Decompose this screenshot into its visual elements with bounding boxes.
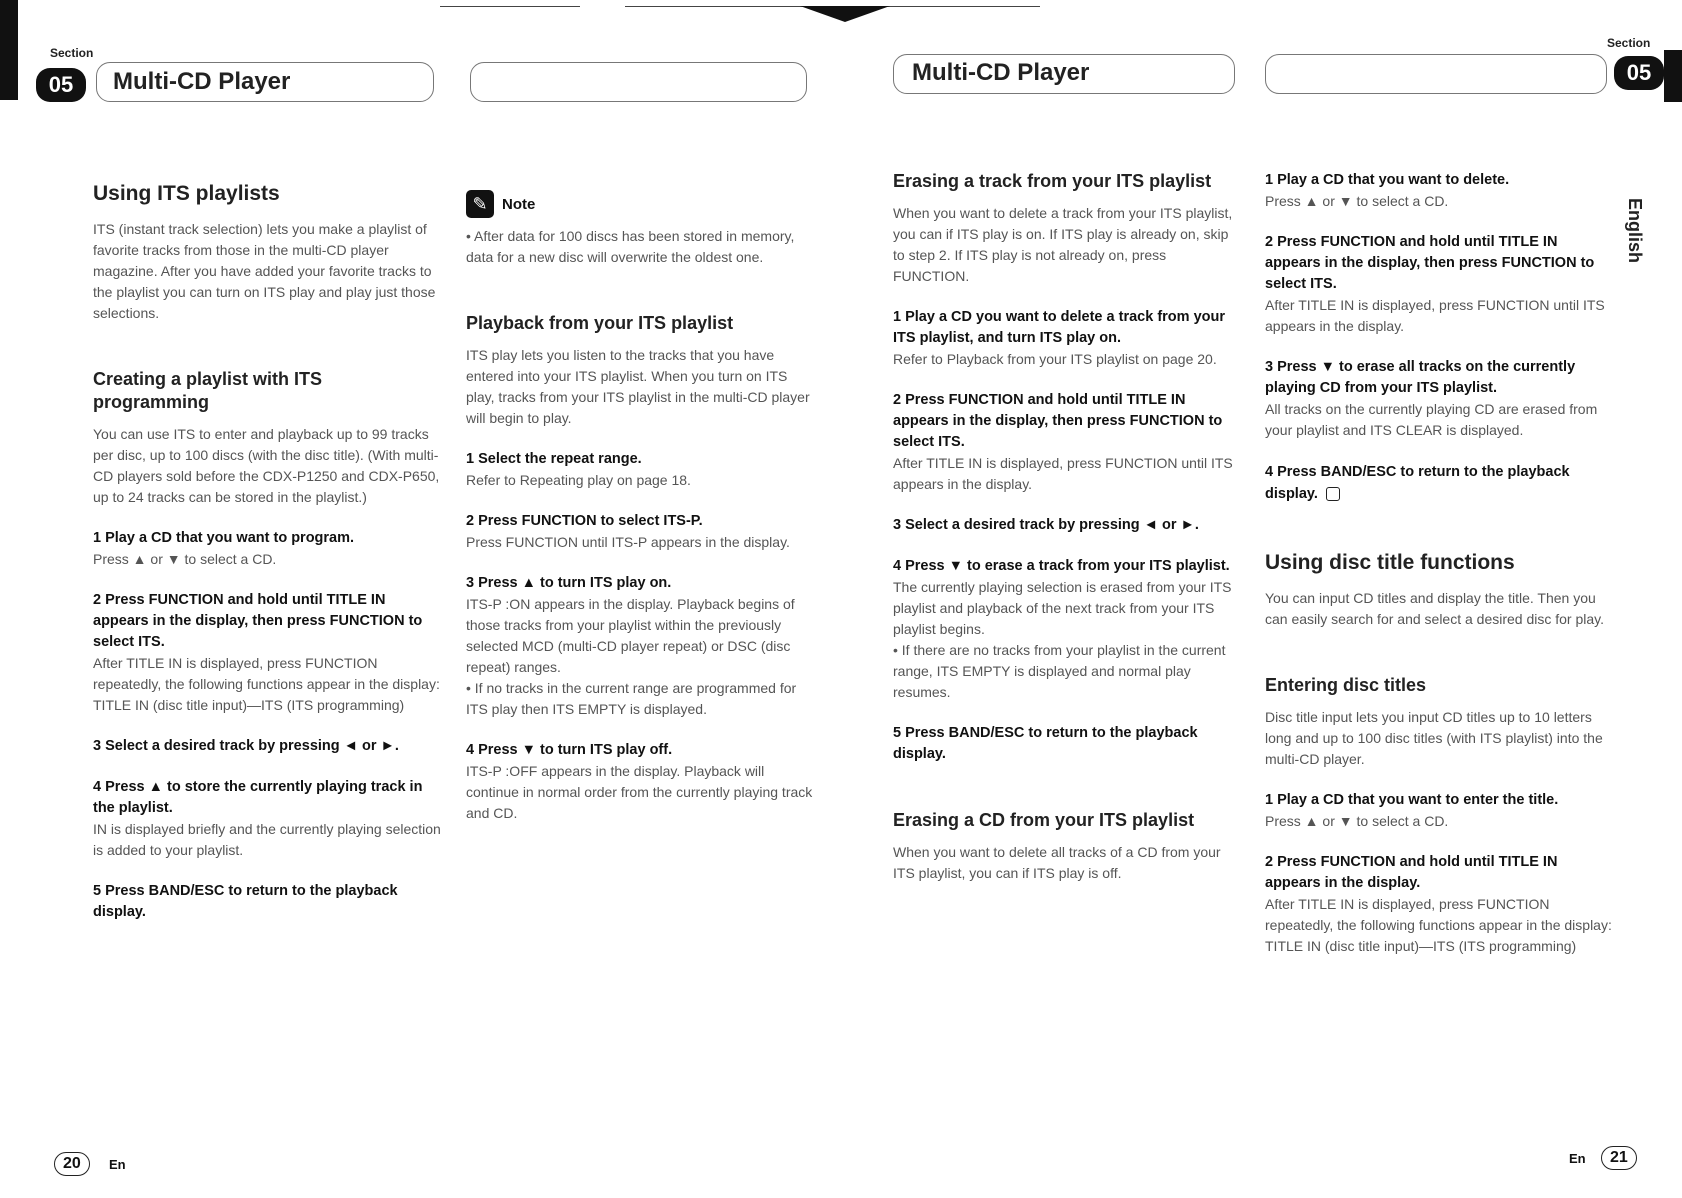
step-2-title: 2 Press FUNCTION to select ITS-P. bbox=[466, 513, 703, 529]
step-4 bbox=[1265, 461, 1615, 505]
step-3 bbox=[1265, 357, 1615, 441]
step-1-body: Refer to Repeating play on page 18. bbox=[466, 472, 691, 488]
step-3-title: 3 Select a desired track by pressing ◄ or ►. bbox=[893, 517, 1199, 533]
step-1-body: Press ▲ or ▼ to select a CD. bbox=[1265, 193, 1449, 209]
heading-erasing-cd: Erasing a CD from your ITS playlist bbox=[893, 810, 1195, 830]
step-1 bbox=[1265, 170, 1615, 212]
step-1 bbox=[466, 449, 816, 491]
page-number-right: 21 bbox=[1601, 1146, 1637, 1170]
step-4 bbox=[466, 740, 816, 824]
entry-step-1-body: Press ▲ or ▼ to select a CD. bbox=[1265, 813, 1449, 829]
heading-erasing-track: Erasing a track from your ITS playlist bbox=[893, 171, 1212, 191]
step-5 bbox=[93, 881, 443, 923]
language-code-left: En bbox=[109, 1157, 126, 1172]
column-2 bbox=[466, 190, 816, 844]
step-3-title: 3 Press ▲ to turn ITS play on. bbox=[466, 575, 672, 591]
step-5 bbox=[893, 723, 1243, 765]
step-2-title: 2 Press FUNCTION and hold until TITLE IN appears in the display, then press FUNCTION to select ITS. bbox=[1265, 234, 1595, 292]
header-box-left-empty bbox=[470, 62, 807, 102]
para-erasing-track: When you want to delete a track from your ITS playlist, you can if ITS play is on. If ITS play is already on, skip to step 2. If ITS play is not already on, press FUNCTION. bbox=[893, 205, 1233, 284]
column-4 bbox=[1265, 170, 1615, 977]
step-2-body: After TITLE IN is displayed, press FUNCTION until ITS appears in the display. bbox=[893, 455, 1233, 492]
para-using-its: ITS (instant track selection) lets you make a playlist of favorite tracks from those in the multi-CD player magazine. After you have added your favorite tracks to the playlist you can turn on ITS play and play just those selections. bbox=[93, 221, 436, 321]
step-2-title: 2 Press FUNCTION and hold until TITLE IN appears in the display, then press FUNCTION to select ITS. bbox=[893, 392, 1223, 450]
header-title-right: Multi-CD Player bbox=[912, 59, 1090, 86]
step-3 bbox=[466, 573, 816, 720]
note-header bbox=[466, 190, 816, 218]
language-code-right: En bbox=[1569, 1151, 1586, 1166]
step-2-body: After TITLE IN is displayed, press FUNCTION until ITS appears in the display. bbox=[1265, 297, 1605, 334]
step-1-body: Press ▲ or ▼ to select a CD. bbox=[93, 551, 277, 567]
step-4-body: ITS-P :OFF appears in the display. Playback will continue in normal order from the currently playing track and CD. bbox=[466, 763, 813, 821]
step-3-body: ITS-P :ON appears in the display. Playback begins of those tracks from your playlist within the previously selected MCD (multi-CD player repeat) or DSC (disc repeat) ranges. bbox=[466, 596, 795, 675]
header-title-left: Multi-CD Player bbox=[113, 68, 291, 95]
note-pencil-icon: ✎ bbox=[466, 190, 494, 218]
entry-step-2-body-2: TITLE IN (disc title input)—ITS (ITS programming) bbox=[1265, 938, 1577, 954]
para-erasing-cd: When you want to delete all tracks of a CD from your ITS playlist, you can if ITS play is off. bbox=[893, 844, 1221, 881]
step-5-title: 5 Press BAND/ESC to return to the playback display. bbox=[893, 725, 1198, 762]
step-2 bbox=[93, 590, 443, 716]
note-label: Note bbox=[502, 195, 536, 213]
top-rule-left bbox=[440, 6, 580, 7]
section-label-right: Section bbox=[1607, 36, 1651, 50]
step-4-title: 4 Press ▼ to turn ITS play off. bbox=[466, 742, 673, 758]
step-1-title: 1 Play a CD that you want to delete. bbox=[1265, 172, 1510, 188]
heading-playback-its: Playback from your ITS playlist bbox=[466, 313, 734, 333]
para-playback-its: ITS play lets you listen to the tracks that you have entered into your ITS playlist. When you turn on ITS play, tracks from your ITS playlist in the multi-CD player will begin to play. bbox=[466, 347, 810, 426]
step-5-title: 5 Press BAND/ESC to return to the playback display. bbox=[93, 883, 398, 920]
entry-step-2-title: 2 Press FUNCTION and hold until TITLE IN appears in the display. bbox=[1265, 854, 1558, 891]
section-number-right: 05 bbox=[1614, 56, 1664, 90]
step-2 bbox=[1265, 232, 1615, 337]
header-box-right-empty bbox=[1265, 54, 1607, 94]
step-4-body: The currently playing selection is erased from your ITS playlist and playback of the next track from your ITS playlist begins. bbox=[893, 579, 1232, 637]
step-3-title: 3 Select a desired track by pressing ◄ or ►. bbox=[93, 738, 399, 754]
step-4-title: 4 Press ▲ to store the currently playing track in the playlist. bbox=[93, 779, 423, 816]
step-4 bbox=[893, 556, 1243, 703]
step-3 bbox=[93, 736, 443, 757]
section-label-left: Section bbox=[50, 46, 94, 60]
step-2 bbox=[893, 390, 1243, 495]
step-2-body: Press FUNCTION until ITS-P appears in the display. bbox=[466, 534, 790, 550]
step-2 bbox=[466, 511, 816, 553]
para-creating-playlist: You can use ITS to enter and playback up to 99 tracks per disc, up to 100 discs (with the disc title). (With multi-CD players sold before the CDX-P1250 and CDX-P650, up to 24 tracks can be stored in the playlist.) bbox=[93, 426, 440, 505]
step-3-bullet: • If no tracks in the current range are programmed for ITS play then ITS EMPTY is displayed. bbox=[466, 680, 797, 717]
step-3-title: 3 Press ▼ to erase all tracks on the currently playing CD from your ITS playlist. bbox=[1265, 359, 1576, 396]
heading-using-its: Using ITS playlists bbox=[93, 182, 280, 205]
step-2-title: 2 Press FUNCTION and hold until TITLE IN appears in the display, then press FUNCTION to select ITS. bbox=[93, 592, 423, 650]
column-3 bbox=[893, 170, 1243, 904]
step-1-title: 1 Play a CD that you want to program. bbox=[93, 530, 355, 546]
step-4-title: 4 Press BAND/ESC to return to the playback display. bbox=[1265, 464, 1570, 502]
step-3 bbox=[893, 515, 1243, 536]
page-number-left: 20 bbox=[54, 1152, 90, 1176]
step-2-body: After TITLE IN is displayed, press FUNCTION repeatedly, the following functions appear in the display: bbox=[93, 655, 440, 692]
language-tab: English bbox=[1625, 198, 1645, 264]
heading-entering-disc-titles: Entering disc titles bbox=[1265, 675, 1427, 695]
entry-step-2 bbox=[1265, 852, 1615, 957]
para-entering-disc-titles: Disc title input lets you input CD titles up to 10 letters long and up to 100 disc titles (with ITS playlist) into the multi-CD player. bbox=[1265, 709, 1603, 767]
entry-step-2-body: After TITLE IN is displayed, press FUNCTION repeatedly, the following functions appear in the display: bbox=[1265, 896, 1612, 933]
right-edge-bar bbox=[1664, 50, 1682, 102]
step-4-title: 4 Press ▼ to erase a track from your ITS playlist. bbox=[893, 558, 1230, 574]
heading-disc-title-functions: Using disc title functions bbox=[1265, 551, 1515, 574]
step-4-bullet: • If there are no tracks from your playlist in the current range, ITS EMPTY is displayed and normal play resumes. bbox=[893, 642, 1226, 700]
top-arrow-mark bbox=[800, 6, 890, 22]
step-2-body-2: TITLE IN (disc title input)—ITS (ITS programming) bbox=[93, 697, 405, 713]
note-text: • After data for 100 discs has been stored in memory, data for a new disc will overwrite the oldest one. bbox=[466, 228, 795, 265]
end-mark-icon bbox=[1326, 487, 1340, 501]
left-edge-bar bbox=[0, 0, 18, 100]
step-1-title: 1 Play a CD you want to delete a track from your ITS playlist, and turn ITS play on. bbox=[893, 309, 1225, 346]
step-1-body: Refer to Playback from your ITS playlist on page 20. bbox=[893, 351, 1217, 367]
step-3-body: All tracks on the currently playing CD are erased from your playlist and ITS CLEAR is displayed. bbox=[1265, 401, 1598, 438]
step-1-title: 1 Select the repeat range. bbox=[466, 451, 642, 467]
heading-creating-playlist: Creating a playlist with ITS programming bbox=[93, 369, 323, 412]
section-number-left: 05 bbox=[36, 68, 86, 102]
step-4-body: IN is displayed briefly and the currently playing selection is added to your playlist. bbox=[93, 821, 441, 858]
step-4 bbox=[93, 777, 443, 861]
entry-step-1 bbox=[1265, 790, 1615, 832]
step-1 bbox=[93, 528, 443, 570]
entry-step-1-title: 1 Play a CD that you want to enter the title. bbox=[1265, 792, 1559, 808]
step-1 bbox=[893, 307, 1243, 370]
column-1 bbox=[93, 180, 443, 943]
para-disc-title-functions: You can input CD titles and display the title. Then you can easily search for and select a desired disc for play. bbox=[1265, 590, 1605, 627]
